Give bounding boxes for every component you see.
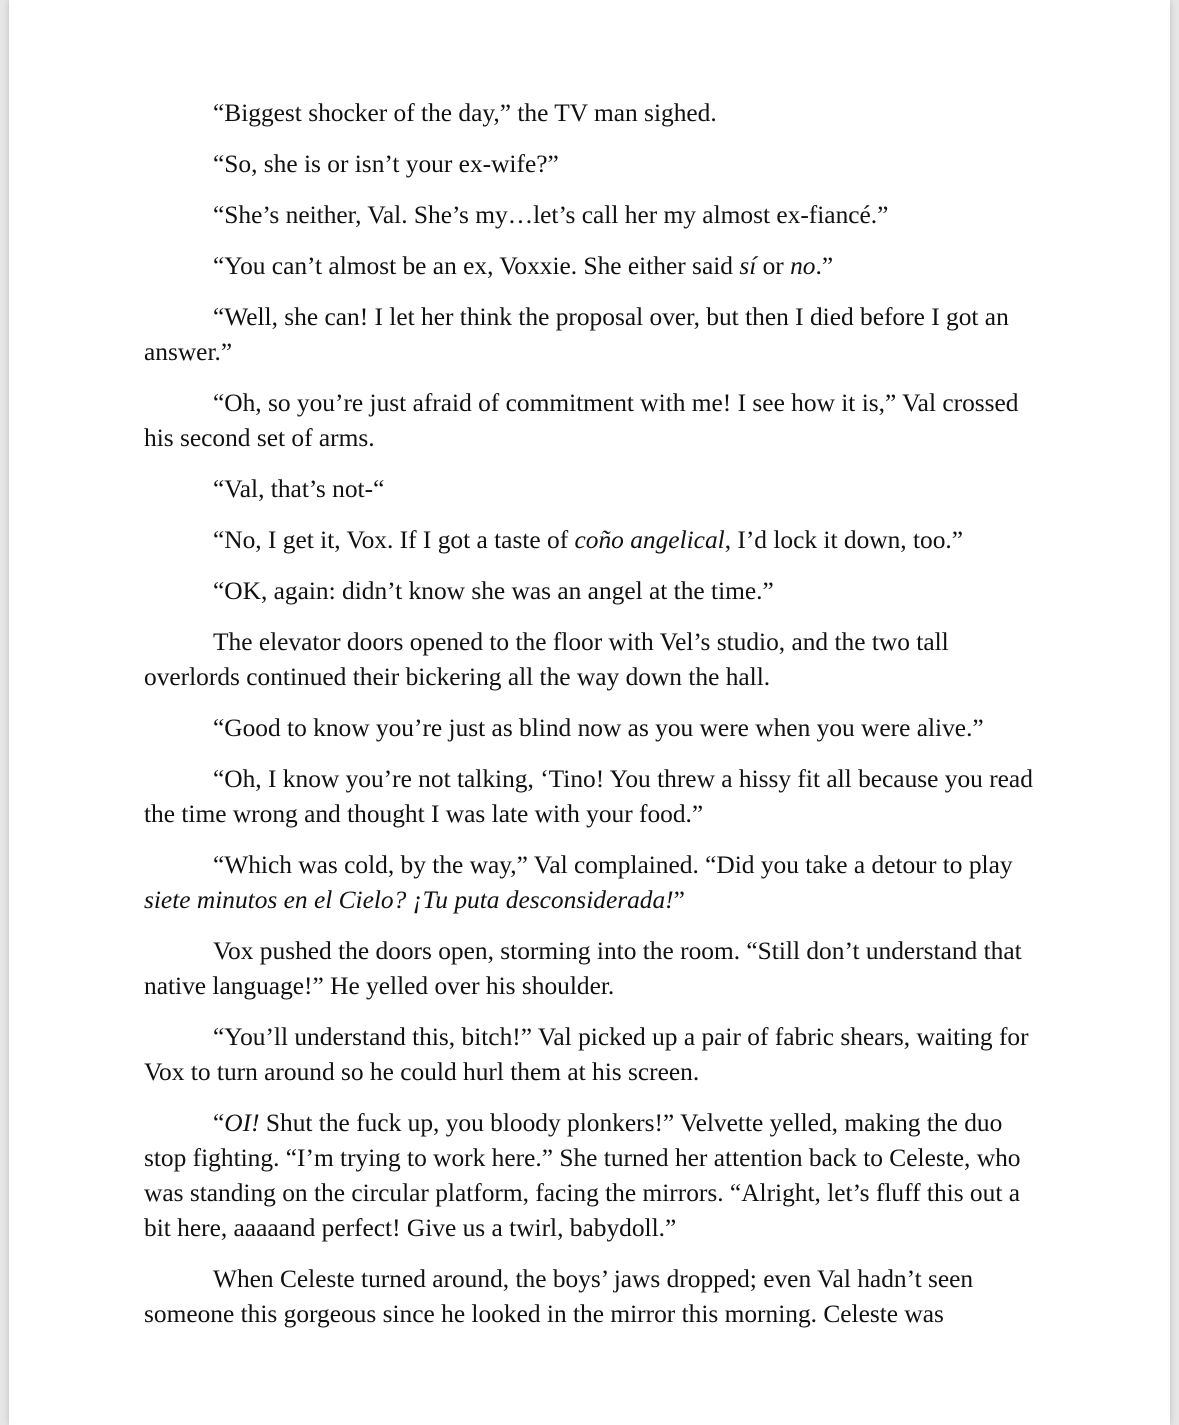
paragraph bbox=[144, 711, 1044, 746]
paragraph bbox=[144, 96, 1044, 131]
italic-text: siete minutos en el Cielo? ¡Tu puta desconsiderada! bbox=[144, 886, 674, 914]
paragraph bbox=[144, 934, 1044, 1004]
paragraph bbox=[144, 625, 1044, 695]
text-run: “You can’t almost be an ex, Voxxie. She either said bbox=[213, 252, 740, 280]
text-run: “OK, again: didn’t know she was an angel at the time.” bbox=[213, 577, 774, 605]
italic-text: coño angelical bbox=[574, 526, 725, 554]
text-run: When Celeste turned around, the boys’ jaws dropped; even Val hadn’t seen someone this gorgeous since he looked in the mirror this morning. Celeste was bbox=[144, 1265, 974, 1328]
paragraph bbox=[144, 574, 1044, 609]
text-run: Shut the fuck up, you bloody plonkers!” Velvette yelled, making the duo stop fighting. “I’m trying to work here.” She turned her attention back to Celeste, who was standing on the circular platform, facing the mirrors. “Alright, let’s fluff this out a bit here, aaaaand perfect! Give us a twirl, babydoll.” bbox=[144, 1109, 1021, 1242]
paragraph bbox=[144, 386, 1044, 456]
italic-text: no bbox=[790, 252, 816, 280]
text-run: “Well, she can! I let her think the proposal over, but then I died before I got an answer.” bbox=[144, 303, 1009, 366]
text-run: .” bbox=[815, 252, 834, 280]
text-run: “She’s neither, Val. She’s my…let’s call her my almost ex-fiancé.” bbox=[213, 201, 889, 229]
paragraph bbox=[144, 1106, 1044, 1246]
text-run: “You’ll understand this, bitch!” Val picked up a pair of fabric shears, waiting for Vox to turn around so he could hurl them at his screen. bbox=[144, 1023, 1029, 1086]
paragraph bbox=[144, 762, 1044, 832]
text-run: “Which was cold, by the way,” Val complained. “Did you take a detour to play bbox=[213, 851, 1013, 879]
text-run: “Oh, so you’re just afraid of commitment with me! I see how it is,” Val crossed his second set of arms. bbox=[144, 389, 1019, 452]
paragraph bbox=[144, 249, 1044, 284]
italic-text: sí bbox=[739, 252, 757, 280]
text-run: “So, she is or isn’t your ex-wife?” bbox=[213, 150, 559, 178]
paragraph bbox=[144, 848, 1044, 918]
text-run: ” bbox=[673, 886, 685, 914]
text-run: “Biggest shocker of the day,” the TV man sighed. bbox=[213, 99, 717, 127]
paragraph bbox=[144, 523, 1044, 558]
paragraph bbox=[144, 472, 1044, 507]
text-run: “No, I get it, Vox. If I got a taste of bbox=[213, 526, 575, 554]
text-run: , I’d lock it down, too.” bbox=[724, 526, 964, 554]
text-run: The elevator doors opened to the floor with Vel’s studio, and the two tall overlords continued their bickering all the way down the hall. bbox=[144, 628, 949, 691]
text-run: “Good to know you’re just as blind now as you were when you were alive.” bbox=[213, 714, 984, 742]
text-run: or bbox=[756, 252, 791, 280]
document-body bbox=[144, 96, 1044, 1348]
italic-text: OI! bbox=[224, 1109, 260, 1137]
paragraph bbox=[144, 198, 1044, 233]
text-run: “ bbox=[213, 1109, 225, 1137]
text-run: Vox pushed the doors open, storming into the room. “Still don’t understand that native language!” He yelled over his shoulder. bbox=[144, 937, 1022, 1000]
document-page bbox=[9, 0, 1170, 1425]
paragraph bbox=[144, 1020, 1044, 1090]
paragraph bbox=[144, 300, 1044, 370]
text-run: “Val, that’s not-“ bbox=[213, 475, 385, 503]
paragraph bbox=[144, 1262, 1044, 1332]
paragraph bbox=[144, 147, 1044, 182]
text-run: “Oh, I know you’re not talking, ‘Tino! You threw a hissy fit all because you read the time wrong and thought I was late with your food.” bbox=[144, 765, 1033, 828]
